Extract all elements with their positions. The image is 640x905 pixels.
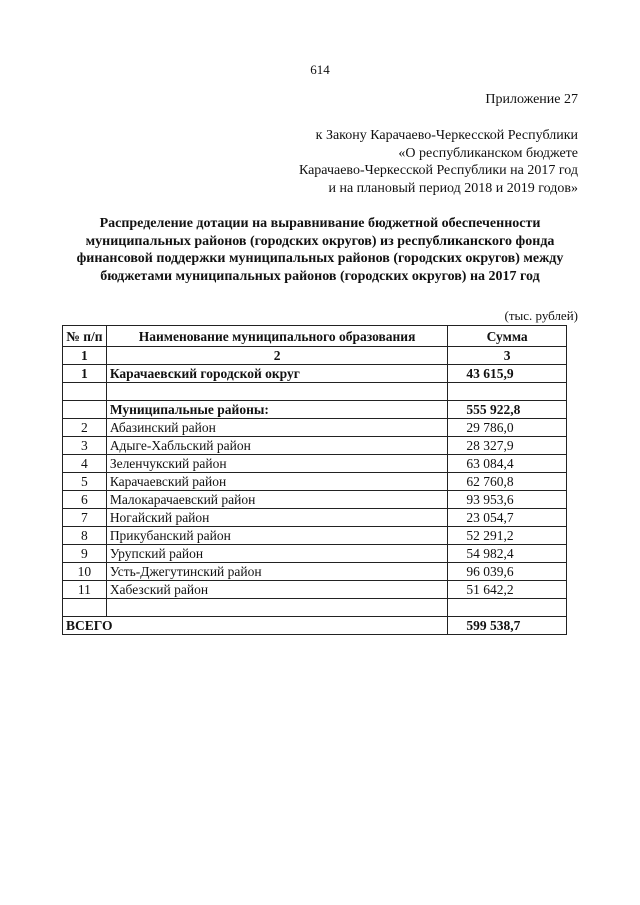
appendix-label: Приложение 27	[485, 92, 578, 107]
city-row	[63, 365, 567, 383]
page-number: 614	[310, 62, 330, 77]
column-number-row	[63, 347, 567, 365]
law-reference-line: и на плановый период 2018 и 2019 годов»	[328, 180, 578, 196]
districts-sum: 555 922,8	[448, 401, 567, 419]
law-reference-line: «О республиканском бюджете	[398, 145, 578, 161]
row-number: 5	[63, 473, 107, 491]
row-name: Карачаевский городской округ	[106, 365, 448, 383]
table-header-row	[63, 326, 567, 347]
row-sum: 23 054,7	[448, 509, 567, 527]
row-number: 8	[63, 527, 107, 545]
row-sum: 63 084,4	[448, 455, 567, 473]
row-number: 9	[63, 545, 107, 563]
law-reference-line: Карачаево-Черкесской Республики на 2017 год	[298, 163, 578, 178]
districts-subtotal-row	[63, 401, 567, 419]
district-rows	[63, 419, 567, 599]
row-name: Карачаевский район	[106, 473, 448, 491]
law-reference	[299, 127, 578, 197]
row-number: 2	[63, 419, 107, 437]
spacer-row	[63, 383, 567, 401]
total-row	[63, 617, 567, 635]
total-label: ВСЕГО	[63, 617, 448, 635]
row-name: Хабезский район	[106, 581, 448, 599]
header-sum: Сумма	[448, 326, 567, 347]
row-name: Зеленчукский район	[106, 455, 448, 473]
row-name: Прикубанский район	[106, 527, 448, 545]
table-row	[63, 473, 567, 491]
row-sum: 54 982,4	[448, 545, 567, 563]
spacer-row	[63, 599, 567, 617]
table-row	[63, 509, 567, 527]
column-number: 2	[106, 347, 448, 365]
table-row	[63, 563, 567, 581]
row-name: Малокарачаевский район	[106, 491, 448, 509]
row-number: 11	[63, 581, 107, 599]
row-sum: 29 786,0	[448, 419, 567, 437]
districts-label: Муниципальные районы:	[106, 401, 448, 419]
row-name: Адыге-Хабльский район	[106, 437, 448, 455]
row-sum: 43 615,9	[448, 365, 567, 383]
law-reference-line: к Закону Карачаево-Черкесской Республики	[315, 128, 578, 143]
table-row	[63, 545, 567, 563]
row-number: 3	[63, 437, 107, 455]
title-line: Распределение дотации на выравнивание бюджетной обеспеченности	[99, 216, 541, 231]
document-title	[62, 215, 578, 285]
title-line: финансовой поддержки муниципальных районов (городских округов) между	[76, 251, 564, 266]
table-row	[63, 581, 567, 599]
table-row	[63, 491, 567, 509]
row-sum: 96 039,6	[448, 563, 567, 581]
row-sum: 52 291,2	[448, 527, 567, 545]
column-number: 3	[448, 347, 567, 365]
budget-table	[62, 325, 567, 635]
row-number: 10	[63, 563, 107, 581]
row-name: Урупский район	[106, 545, 448, 563]
header-number: № п/п	[63, 326, 107, 347]
header-name: Наименование муниципального образования	[106, 326, 448, 347]
units-label: (тыс. рублей)	[504, 308, 578, 323]
table-row	[63, 437, 567, 455]
row-sum: 62 760,8	[448, 473, 567, 491]
row-sum: 51 642,2	[448, 581, 567, 599]
row-name: Абазинский район	[106, 419, 448, 437]
title-line: бюджетами муниципальных районов (городских округов) на 2017 год	[100, 268, 540, 284]
table-row	[63, 455, 567, 473]
row-name: Ногайский район	[106, 509, 448, 527]
total-sum: 599 538,7	[448, 617, 567, 635]
column-number: 1	[63, 347, 107, 365]
table-row	[63, 419, 567, 437]
row-number: 6	[63, 491, 107, 509]
row-number: 1	[63, 365, 107, 383]
row-name: Усть-Джегутинский район	[106, 563, 448, 581]
row-sum: 93 953,6	[448, 491, 567, 509]
row-sum: 28 327,9	[448, 437, 567, 455]
row-number: 7	[63, 509, 107, 527]
title-line: муниципальных районов (городских округов) из республиканского фонда	[85, 233, 555, 249]
row-number: 4	[63, 455, 107, 473]
table-row	[63, 527, 567, 545]
